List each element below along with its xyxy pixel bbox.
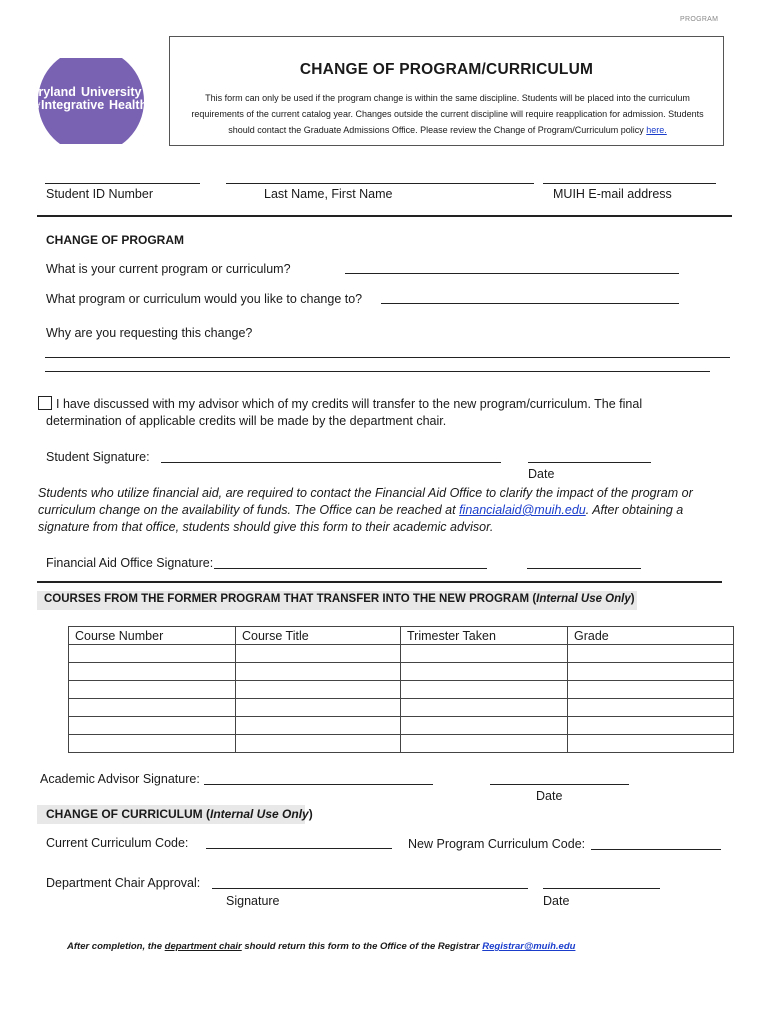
chair-signature-label: Signature bbox=[226, 894, 280, 908]
table-cell[interactable] bbox=[69, 681, 236, 699]
courses-table bbox=[68, 626, 734, 753]
student-email-field[interactable] bbox=[543, 183, 716, 184]
intro-body: This form can only be used if the program change is within the same discipline. Students will be placed into the curriculum requirements of the current catalog year. Changes outside the current discipline will require reapplication for admission. Students should contact the Graduate Admissions Office. Please review the Change of Program/Curriculum policy bbox=[191, 93, 704, 135]
new-code-field[interactable] bbox=[591, 849, 721, 850]
reason-field-line-1[interactable] bbox=[45, 357, 730, 358]
advisor-signature-field[interactable] bbox=[204, 784, 433, 785]
table-cell[interactable] bbox=[568, 663, 734, 681]
finaid-signature-label: Financial Aid Office Signature: bbox=[46, 556, 214, 570]
finaid-email-link[interactable]: financialaid@muih.edu bbox=[459, 503, 586, 517]
change-curriculum-heading bbox=[46, 807, 313, 821]
page-tag: PROGRAM bbox=[680, 16, 719, 23]
table-cell[interactable] bbox=[69, 735, 236, 753]
advisor-discussed-checkbox[interactable] bbox=[38, 396, 52, 410]
student-signature-field[interactable] bbox=[161, 462, 501, 463]
table-cell[interactable] bbox=[236, 663, 401, 681]
table-cell[interactable] bbox=[568, 735, 734, 753]
logo-text-health: Health bbox=[109, 98, 148, 112]
table-cell[interactable] bbox=[236, 717, 401, 735]
finaid-signature-field[interactable] bbox=[214, 568, 487, 569]
logo-text-university: University bbox=[81, 85, 142, 99]
footer-note bbox=[67, 941, 575, 952]
finaid-note-1: Students who utilize financial aid, are required to contact the Financial Aid Office to clarify the impact of the program or bbox=[38, 486, 693, 500]
current-code-field[interactable] bbox=[206, 848, 392, 849]
table-row bbox=[69, 663, 734, 681]
table-cell[interactable] bbox=[236, 699, 401, 717]
table-cell[interactable] bbox=[69, 645, 236, 663]
table-row bbox=[69, 717, 734, 735]
divider bbox=[37, 581, 722, 583]
student-signature-label: Student Signature: bbox=[46, 450, 150, 464]
table-row bbox=[69, 645, 734, 663]
student-name-label: Last Name, First Name bbox=[264, 187, 393, 201]
courses-heading bbox=[44, 593, 635, 605]
student-id-field[interactable] bbox=[45, 183, 200, 184]
column-header: Grade bbox=[568, 627, 734, 645]
table-row bbox=[69, 735, 734, 753]
table-cell[interactable] bbox=[568, 699, 734, 717]
divider bbox=[37, 215, 732, 217]
finaid-note-3: signature from that office, students should give this form to their academic advisor. bbox=[38, 520, 494, 534]
courses-heading-end: ) bbox=[630, 593, 635, 605]
form-title: CHANGE OF PROGRAM/CURRICULUM bbox=[299, 61, 594, 78]
muih-logo bbox=[19, 58, 164, 144]
table-header-row bbox=[69, 627, 734, 645]
current-code-label: Current Curriculum Code: bbox=[46, 836, 189, 850]
logo-text-integrative: Integrative bbox=[41, 98, 105, 112]
title-box bbox=[169, 36, 724, 146]
table-row bbox=[69, 681, 734, 699]
footer-text-a: After completion, the bbox=[67, 941, 165, 952]
column-header: Course Number bbox=[69, 627, 236, 645]
finaid-note-2a: curriculum change on the availability of funds. The Office can be reached at bbox=[38, 503, 460, 517]
curriculum-heading-end: ) bbox=[308, 807, 313, 821]
chair-approval-label: Department Chair Approval: bbox=[46, 876, 201, 890]
chair-signature-field[interactable] bbox=[212, 888, 528, 889]
intro-text bbox=[184, 90, 711, 138]
table-cell[interactable] bbox=[401, 735, 568, 753]
table-cell[interactable] bbox=[401, 717, 568, 735]
table-cell[interactable] bbox=[401, 699, 568, 717]
table-cell[interactable] bbox=[69, 663, 236, 681]
student-email-label: MUIH E-mail address bbox=[553, 187, 672, 201]
finaid-note-2 bbox=[38, 503, 683, 517]
courses-heading-text: COURSES FROM THE FORMER PROGRAM THAT TRANSFER INTO THE NEW PROGRAM ( bbox=[44, 593, 537, 605]
new-program-label: What program or curriculum would you like to change to? bbox=[46, 292, 363, 306]
registrar-email-link[interactable]: Registrar@muih.edu bbox=[482, 941, 576, 952]
courses-heading-italic: Internal Use Only bbox=[536, 593, 631, 605]
reason-field-line-2[interactable] bbox=[45, 371, 710, 372]
new-program-field[interactable] bbox=[381, 303, 679, 304]
policy-link[interactable]: here. bbox=[646, 125, 667, 135]
new-code-label: New Program Curriculum Code: bbox=[408, 837, 586, 851]
footer-text-b: department chair bbox=[164, 941, 242, 952]
curriculum-heading-italic: Internal Use Only bbox=[210, 807, 309, 821]
table-cell[interactable] bbox=[568, 681, 734, 699]
table-cell[interactable] bbox=[236, 735, 401, 753]
logo-text-maryland: Maryland bbox=[21, 85, 76, 99]
table-cell[interactable] bbox=[568, 717, 734, 735]
checkbox-text-2: determination of applicable credits will be made by the department chair. bbox=[46, 414, 447, 428]
logo-text-of: of bbox=[34, 103, 40, 110]
student-signature-date-field[interactable] bbox=[528, 462, 651, 463]
table-cell[interactable] bbox=[568, 645, 734, 663]
student-date-label: Date bbox=[528, 467, 555, 481]
chair-date-label: Date bbox=[543, 894, 570, 908]
finaid-date-field[interactable] bbox=[527, 568, 641, 569]
table-cell[interactable] bbox=[401, 681, 568, 699]
change-program-heading: CHANGE OF PROGRAM bbox=[46, 233, 184, 247]
table-row bbox=[69, 699, 734, 717]
table-cell[interactable] bbox=[69, 717, 236, 735]
reason-label: Why are you requesting this change? bbox=[46, 326, 253, 340]
current-program-label: What is your current program or curriculum? bbox=[46, 262, 291, 276]
table-cell[interactable] bbox=[236, 645, 401, 663]
advisor-date-field[interactable] bbox=[490, 784, 629, 785]
table-cell[interactable] bbox=[69, 699, 236, 717]
current-program-field[interactable] bbox=[345, 273, 679, 274]
curriculum-heading-text: CHANGE OF CURRICULUM ( bbox=[46, 807, 210, 821]
chair-date-field[interactable] bbox=[543, 888, 660, 889]
table-cell[interactable] bbox=[401, 645, 568, 663]
column-header: Course Title bbox=[236, 627, 401, 645]
table-cell[interactable] bbox=[401, 663, 568, 681]
finaid-note-2b: . After obtaining a bbox=[585, 503, 684, 517]
student-id-label: Student ID Number bbox=[46, 187, 153, 201]
footer-text-c: should return this form to the Office of the Registrar bbox=[241, 941, 483, 952]
column-header: Trimester Taken bbox=[401, 627, 568, 645]
advisor-date-label: Date bbox=[536, 789, 563, 803]
student-name-field[interactable] bbox=[226, 183, 534, 184]
table-cell[interactable] bbox=[236, 681, 401, 699]
advisor-signature-label: Academic Advisor Signature: bbox=[40, 772, 200, 786]
checkbox-text-1: I have discussed with my advisor which of my credits will transfer to the new program/curriculum. The final bbox=[56, 397, 643, 411]
